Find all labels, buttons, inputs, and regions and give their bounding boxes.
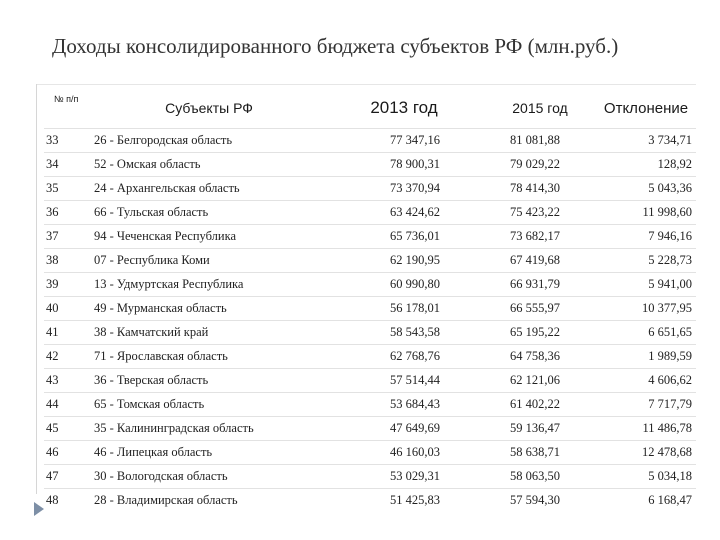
row-number: 38 bbox=[44, 249, 94, 273]
row-subject: 30 - Вологодская область bbox=[94, 465, 324, 489]
row-deviation: 10 377,95 bbox=[596, 297, 696, 321]
row-value-2013: 53 684,43 bbox=[324, 393, 484, 417]
row-deviation: 128,92 bbox=[596, 153, 696, 177]
row-number: 39 bbox=[44, 273, 94, 297]
row-number: 45 bbox=[44, 417, 94, 441]
row-number: 44 bbox=[44, 393, 94, 417]
table-row bbox=[44, 441, 696, 465]
header-2013: 2013 год bbox=[370, 98, 438, 117]
row-subject: 38 - Камчатский край bbox=[94, 321, 324, 345]
row-subject: 94 - Чеченская Республика bbox=[94, 225, 324, 249]
row-number: 37 bbox=[44, 225, 94, 249]
table-header-row bbox=[44, 88, 696, 129]
row-value-2013: 62 768,76 bbox=[324, 345, 484, 369]
row-subject: 07 - Республика Коми bbox=[94, 249, 324, 273]
row-deviation: 6 168,47 bbox=[596, 489, 696, 513]
row-value-2015: 79 029,22 bbox=[484, 153, 596, 177]
row-subject: 36 - Тверская область bbox=[94, 369, 324, 393]
row-subject: 66 - Тульская область bbox=[94, 201, 324, 225]
row-value-2015: 64 758,36 bbox=[484, 345, 596, 369]
row-value-2013: 63 424,62 bbox=[324, 201, 484, 225]
row-subject: 65 - Томская область bbox=[94, 393, 324, 417]
top-divider bbox=[36, 84, 696, 85]
header-number: № п/п bbox=[54, 94, 79, 104]
row-value-2013: 62 190,95 bbox=[324, 249, 484, 273]
row-number: 33 bbox=[44, 129, 94, 153]
table-row bbox=[44, 225, 696, 249]
row-value-2015: 75 423,22 bbox=[484, 201, 596, 225]
row-value-2013: 73 370,94 bbox=[324, 177, 484, 201]
row-value-2015: 57 594,30 bbox=[484, 489, 596, 513]
row-deviation: 6 651,65 bbox=[596, 321, 696, 345]
row-value-2013: 60 990,80 bbox=[324, 273, 484, 297]
row-value-2015: 58 063,50 bbox=[484, 465, 596, 489]
header-subject: Субъекты РФ bbox=[165, 100, 253, 116]
row-subject: 26 - Белгородская область bbox=[94, 129, 324, 153]
table-row bbox=[44, 177, 696, 201]
row-value-2015: 78 414,30 bbox=[484, 177, 596, 201]
row-subject: 35 - Калининградская область bbox=[94, 417, 324, 441]
row-value-2015: 81 081,88 bbox=[484, 129, 596, 153]
row-deviation: 4 606,62 bbox=[596, 369, 696, 393]
row-deviation: 5 941,00 bbox=[596, 273, 696, 297]
row-value-2013: 51 425,83 bbox=[324, 489, 484, 513]
row-number: 47 bbox=[44, 465, 94, 489]
row-value-2013: 78 900,31 bbox=[324, 153, 484, 177]
bullet-arrow-icon bbox=[34, 502, 44, 516]
row-deviation: 5 043,36 bbox=[596, 177, 696, 201]
row-value-2015: 58 638,71 bbox=[484, 441, 596, 465]
left-divider bbox=[36, 84, 37, 494]
row-value-2013: 56 178,01 bbox=[324, 297, 484, 321]
table-row bbox=[44, 345, 696, 369]
row-number: 40 bbox=[44, 297, 94, 321]
row-value-2015: 65 195,22 bbox=[484, 321, 596, 345]
table-row bbox=[44, 129, 696, 153]
row-deviation: 7 717,79 bbox=[596, 393, 696, 417]
table-row bbox=[44, 321, 696, 345]
row-value-2013: 65 736,01 bbox=[324, 225, 484, 249]
row-number: 34 bbox=[44, 153, 94, 177]
row-deviation: 11 486,78 bbox=[596, 417, 696, 441]
row-deviation: 5 034,18 bbox=[596, 465, 696, 489]
row-subject: 28 - Владимирская область bbox=[94, 489, 324, 513]
row-value-2013: 47 649,69 bbox=[324, 417, 484, 441]
row-value-2013: 58 543,58 bbox=[324, 321, 484, 345]
table-row bbox=[44, 201, 696, 225]
row-deviation: 1 989,59 bbox=[596, 345, 696, 369]
row-number: 41 bbox=[44, 321, 94, 345]
row-value-2015: 61 402,22 bbox=[484, 393, 596, 417]
table-row bbox=[44, 273, 696, 297]
table-row bbox=[44, 297, 696, 321]
page-title: Доходы консолидированного бюджета субъектов РФ (млн.руб.) bbox=[52, 34, 619, 58]
row-value-2015: 59 136,47 bbox=[484, 417, 596, 441]
row-value-2015: 66 555,97 bbox=[484, 297, 596, 321]
row-deviation: 3 734,71 bbox=[596, 129, 696, 153]
row-subject: 52 - Омская область bbox=[94, 153, 324, 177]
table-row bbox=[44, 465, 696, 489]
table-row bbox=[44, 489, 696, 513]
row-value-2015: 67 419,68 bbox=[484, 249, 596, 273]
row-value-2015: 73 682,17 bbox=[484, 225, 596, 249]
table-row bbox=[44, 417, 696, 441]
table-body bbox=[44, 129, 696, 513]
row-deviation: 5 228,73 bbox=[596, 249, 696, 273]
header-deviation: Отклонение bbox=[603, 99, 689, 117]
row-number: 42 bbox=[44, 345, 94, 369]
table-row bbox=[44, 153, 696, 177]
row-deviation: 7 946,16 bbox=[596, 225, 696, 249]
table-row bbox=[44, 249, 696, 273]
row-value-2013: 57 514,44 bbox=[324, 369, 484, 393]
row-subject: 24 - Архангельская область bbox=[94, 177, 324, 201]
row-number: 36 bbox=[44, 201, 94, 225]
row-subject: 46 - Липецкая область bbox=[94, 441, 324, 465]
row-value-2013: 46 160,03 bbox=[324, 441, 484, 465]
row-subject: 49 - Мурманская область bbox=[94, 297, 324, 321]
row-subject: 13 - Удмуртская Республика bbox=[94, 273, 324, 297]
revenue-table bbox=[44, 88, 696, 512]
row-value-2013: 53 029,31 bbox=[324, 465, 484, 489]
row-value-2015: 62 121,06 bbox=[484, 369, 596, 393]
row-value-2013: 77 347,16 bbox=[324, 129, 484, 153]
row-value-2015: 66 931,79 bbox=[484, 273, 596, 297]
row-number: 46 bbox=[44, 441, 94, 465]
row-number: 35 bbox=[44, 177, 94, 201]
row-deviation: 12 478,68 bbox=[596, 441, 696, 465]
table-row bbox=[44, 369, 696, 393]
row-subject: 71 - Ярославская область bbox=[94, 345, 324, 369]
header-2015: 2015 год bbox=[512, 100, 568, 116]
row-number: 48 bbox=[44, 489, 94, 513]
row-deviation: 11 998,60 bbox=[596, 201, 696, 225]
row-number: 43 bbox=[44, 369, 94, 393]
table-row bbox=[44, 393, 696, 417]
